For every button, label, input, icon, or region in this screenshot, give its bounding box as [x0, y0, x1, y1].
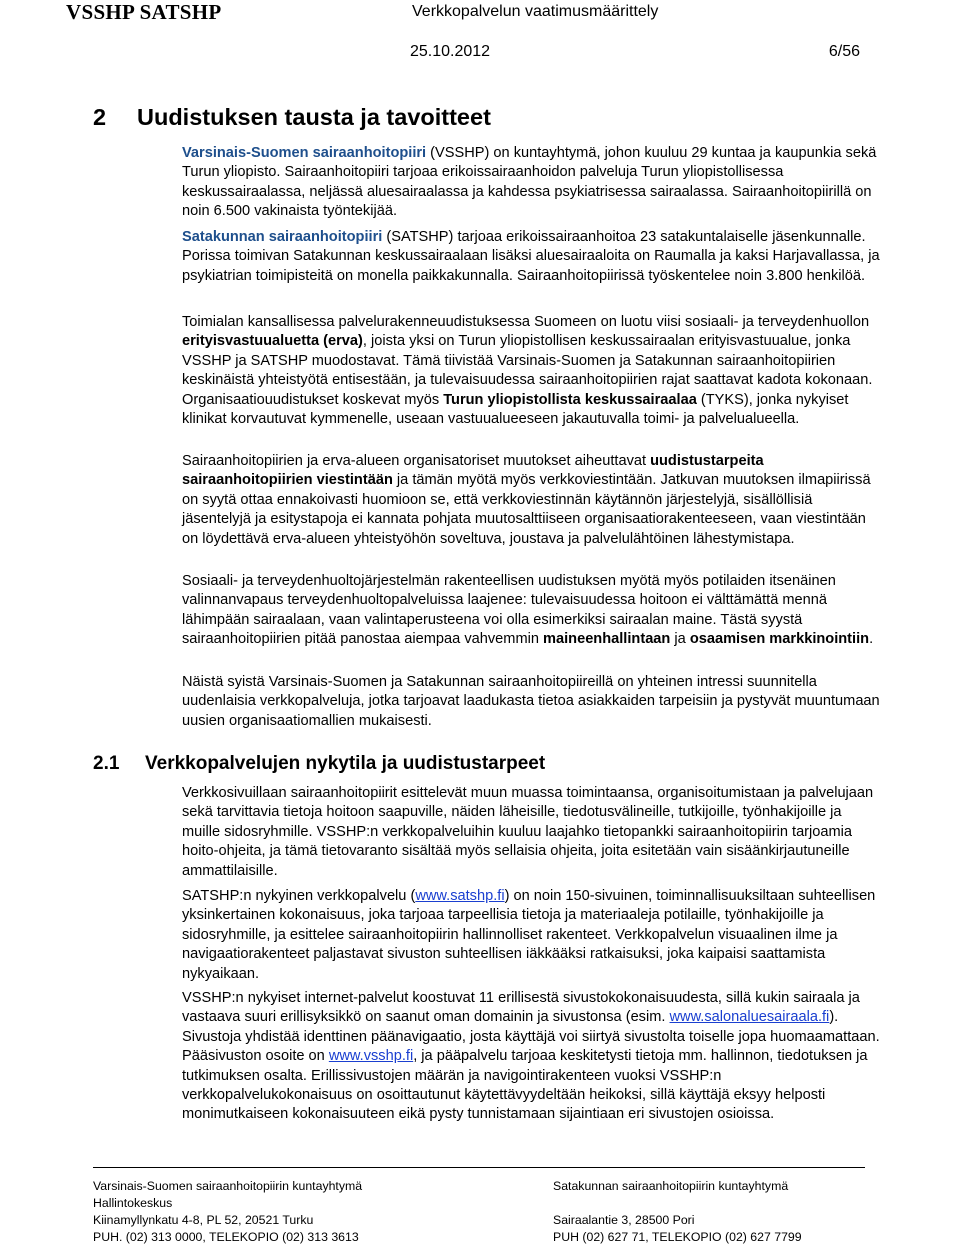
subsection-paragraph-3 — [182, 989, 882, 1125]
subsection-paragraph-1 — [182, 784, 882, 881]
footer-line: Satakunnan sairaanhoitopiirin kuntayhtymä — [553, 1179, 789, 1193]
footer-right — [553, 1178, 802, 1246]
page-number: 6/56 — [828, 43, 860, 60]
section-heading — [93, 104, 491, 131]
paragraph-text: VSSHP:n nykyiset internet-palvelut koostuvat 11 erillisestä sivustokokonaisuudesta, sillä kukin sairaala ja vastaava suuri erillisyksikkö on saanut oman domainin ja sivustonsa (esim. — [182, 990, 860, 1026]
footer-divider — [93, 1167, 865, 1168]
paragraph-text: , ja pääpalvelu tarjoaa keskitetysti tietoja mm. hallinnon, tiedotuksen ja tutkimuksen osalta. Erillissivustojen määrän ja navigointirakenteen vuoksi VSSHP:n verkkopalvelukokonaisuus on osoittautunut käytettävyydeltään heikoksi, sillä käyttäjä eksyy helposti monimutkaiseen kokonaisuuteen eikä pysty tunnistamaan sijaintiaan eri sivustojen osioissa. — [182, 1048, 868, 1123]
paragraph-text: . — [869, 631, 874, 648]
paragraph-text: (SATSHP) tarjoaa erikoissairaanhoitoa 23 satakuntalaiselle jäsenkunnalle. Porissa toimivan Satakunnan keskussairaalaan lisäksi aluesairaaloita on Raumalla ja kaksi Harjavallassa, ja psykiatrian toimipisteitä on monella paikkakunnalla. Sairaanhoitopiirissä työskentelee noin 3.800 henkilöä. — [182, 229, 880, 284]
paragraph-text: ). Sivustoja yhdistää identtinen päänavigaatio, josta käyttäjä voi siirtyä sivustolta toiselle jopa huomaamattaan. Pääsivuston osoite on — [182, 1009, 880, 1065]
bold-text: osaamisen markkinointiin — [689, 631, 870, 648]
paragraph-text: , joista yksi on Turun yliopistollisen keskussairaalan erityisvastuualue, jonka VSSHP ja SATSHP muodostavat. Tämä tiivistää Varsinais-Suomen ja Satakunnan sairaanhoitopiirien keskinäistä yhteistyötä entisestään, ja tulevaisuudessa sairaanhoitopiirien rajat saattavat kadota kokonaan. Organisaatiouudistukset koskevat myös — [182, 333, 873, 408]
section-number: 2 — [93, 104, 107, 130]
paragraph-text: Sosiaali- ja terveydenhuoltojärjestelmän rakenteellisen uudistuksen myötä myös potilaiden itsenäinen valinnanvapaus terveydenhuoltopalveluissa laajenee: tulevaisuudessa hoitoon ei välttämättä mennä lähimpään sairaalaan, vaan valintaperusteena voi olla esimerkiksi sairaalan maine. Tästä syystä sairaanhoitopiirien pitää panostaa aiempaa vahvemmin — [182, 573, 836, 648]
bold-text: maineenhallintaan — [543, 631, 671, 648]
footer-line: PUH (02) 627 71, TELEKOPIO (02) 627 7799 — [553, 1230, 802, 1244]
paragraph-text: Sairaanhoitopiirien ja erva-alueen organisatoriset muutokset aiheuttavat — [182, 453, 651, 469]
paragraph-text: Verkkosivuillaan sairaanhoitopiirit esittelevät muun muassa toimintaansa, organisoitumistaan ja palvelujaan sekä tarvittavia tietoja hoitoon saapuville, näiden läheisille, tiedotusvälineille, tutkijoille, työnhakijoille ja muille sidosryhmille. VSSHP:n verkkopalveluihin kuuluu laajahko tietopankki sairaanhoitopiirin tarjoamia hoito-ohjeita, ja tämä tietovaranto sisältää myös sellaisia ohjeita, joita esitetään vain sisäänkirjautuneille ammattilaisille. — [182, 785, 874, 879]
paragraph-text: ) on noin 150-sivuinen, toiminnallisuuksiltaan suhteellisen yksinkertainen kokonaisuus, joka tarjoaa tarpeellisia tietoja ja materiaaleja potilaille, työnhakijoille ja sidosryhmille, ja esittelee sairaanhoitopiirin hallinnolliset rakenteet. Verkkopalvelun visuaalinen ilme ja navigaatiorakenteet paljastavat sivuston suhteellisen iäkkääksi ratkaisuksi, joka kaipaisi saattamista nykyaikaan. — [182, 888, 876, 982]
bold-text: Turun yliopistollista keskussairaalaa — [443, 391, 697, 408]
bold-text: uudistustarpeita sairaanhoitopiirien viestintään — [182, 453, 764, 489]
paragraph-text: ja tämän myötä myös verkkoviestintään. Jatkuvan muutoksen ilmapiirissä on syytä ottaa ennakoivasti huomioon se, että verkkoviestinnän käytännön järjestelyjä, sisällöllisiä jäsentelyjä ja esitystapoja ei kannata pohjata muutosalttiiseen organisaatiorakenteeseen, vaan viestintään on löydettävä erva-alueen yhteistyöhön soveltuva, joustava ja palvelulähtöinen lähestymistapa. — [182, 472, 871, 547]
section-paragraph-5 — [182, 572, 882, 650]
footer-line — [553, 1195, 802, 1212]
salonaluesairaala-link[interactable]: www.salonaluesairaala.fi — [669, 1009, 830, 1026]
section-paragraph-4 — [182, 452, 882, 549]
org-name-vsshp: Varsinais-Suomen sairaanhoitopiiri — [182, 145, 427, 161]
subsection-number: 2.1 — [93, 753, 120, 774]
subsection-heading — [93, 753, 545, 775]
paragraph-text: Näistä syistä Varsinais-Suomen ja Satakunnan sairaanhoitopiireillä on yhteinen intressi suunnitella uudenlaisia verkkopalveluja, jotka tarjoavat laadukasta tietoa asiakkaiden tarpeisiin ja pystyvät muuntumaan uusien organisaatiomallien mukaisesti. — [182, 674, 880, 729]
section-paragraph-2 — [182, 228, 882, 286]
header-date: 25.10.2012 — [410, 43, 491, 60]
footer-line: PUH. (02) 313 0000, TELEKOPIO (02) 313 3613 — [93, 1230, 359, 1244]
footer-line: Kiinamyllynkatu 4-8, PL 52, 20521 Turku — [93, 1213, 314, 1227]
header-logo: VSSHP SATSHP — [66, 0, 222, 24]
footer-left — [93, 1178, 362, 1246]
satshp-link[interactable]: www.satshp.fi — [415, 888, 505, 904]
vsshp-link[interactable]: www.vsshp.fi — [328, 1048, 414, 1065]
paragraph-text: SATSHP:n nykyinen verkkopalvelu ( — [182, 888, 416, 904]
section-paragraph-3 — [182, 313, 882, 429]
bold-text: erityisvastuualuetta (erva) — [182, 333, 363, 350]
section-paragraph-6 — [182, 673, 882, 731]
section-paragraph-1 — [182, 144, 882, 222]
subsection-paragraph-2 — [182, 887, 882, 984]
paragraph-text: (TYKS), jonka nykyiset klinikat korvautuvat kymmenelle, useaan vastuualueeseen jakautuvalla toimi- ja palvelualueella. — [182, 391, 849, 428]
footer-line: Hallintokeskus — [93, 1196, 173, 1210]
org-name-satshp: Satakunnan sairaanhoitopiiri — [182, 229, 383, 245]
header-title: Verkkopalvelun vaatimusmäärittely — [412, 3, 659, 20]
subsection-title: Verkkopalvelujen nykytila ja uudistustarpeet — [145, 753, 546, 774]
footer-line: Sairaalantie 3, 28500 Pori — [553, 1213, 695, 1227]
footer-line: Varsinais-Suomen sairaanhoitopiirin kuntayhtymä — [93, 1179, 363, 1193]
paragraph-text: ja — [670, 631, 690, 648]
section-title: Uudistuksen tausta ja tavoitteet — [137, 104, 491, 130]
paragraph-text: Toimialan kansallisessa palvelurakenneuudistuksessa Suomeen on luotu viisi sosiaali- ja terveydenhuollon — [182, 314, 870, 330]
paragraph-text: (VSSHP) on kuntayhtymä, johon kuuluu 29 kuntaa ja kaupunkia sekä Turun yliopisto. Sairaanhoitopiiri tarjoaa erikoissairaanhoidon palveluja Turun yliopistollisessa keskussairaalassa, neljässä aluesairaalassa ja kahdessa psykiatrisessa sairaalassa. Sairaanhoitopiirillä on noin 6.500 vakinaista työntekijää. — [182, 145, 877, 220]
